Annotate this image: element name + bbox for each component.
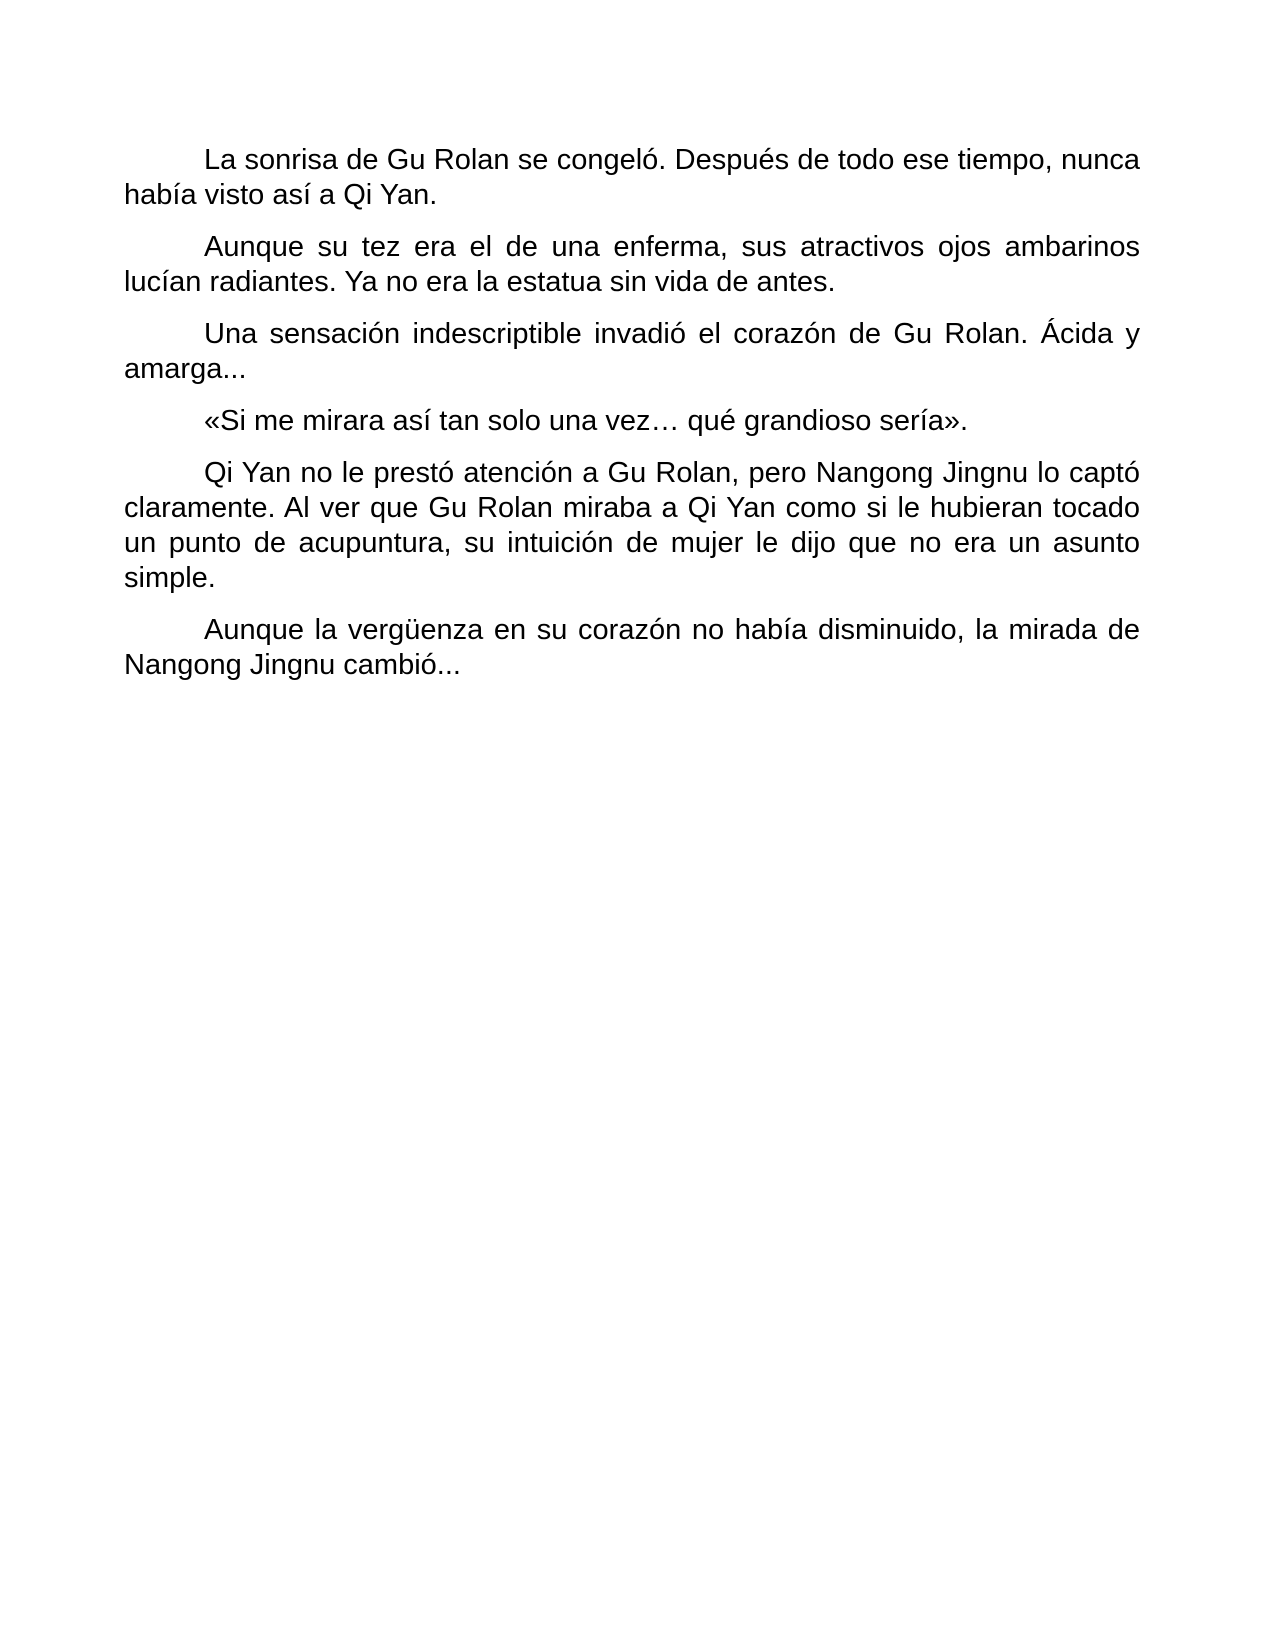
paragraph-1: La sonrisa de Gu Rolan se congeló. Después de todo ese tiempo, nunca había visto así a Qi Yan.: [124, 144, 1140, 211]
paragraph-2: Aunque su tez era el de una enferma, sus atractivos ojos ambarinos lucían radiantes. Ya no era la estatua sin vida de antes.: [124, 231, 1140, 298]
paragraph-6: Aunque la vergüenza en su corazón no había disminuido, la mirada de Nangong Jingnu cambió...: [124, 614, 1140, 681]
document-body: [124, 143, 1140, 700]
paragraph-3: Una sensación indescriptible invadió el corazón de Gu Rolan. Ácida y amarga...: [124, 318, 1140, 385]
paragraph-5: Qi Yan no le prestó atención a Gu Rolan, pero Nangong Jingnu lo captó claramente. Al ver que Gu Rolan miraba a Qi Yan como si le hubieran tocado un punto de acupuntura, su intuición de mujer le dijo que no era un asunto simple.: [124, 457, 1140, 594]
paragraph-4: «Si me mirara así tan solo una vez… qué grandioso sería».: [204, 405, 969, 437]
